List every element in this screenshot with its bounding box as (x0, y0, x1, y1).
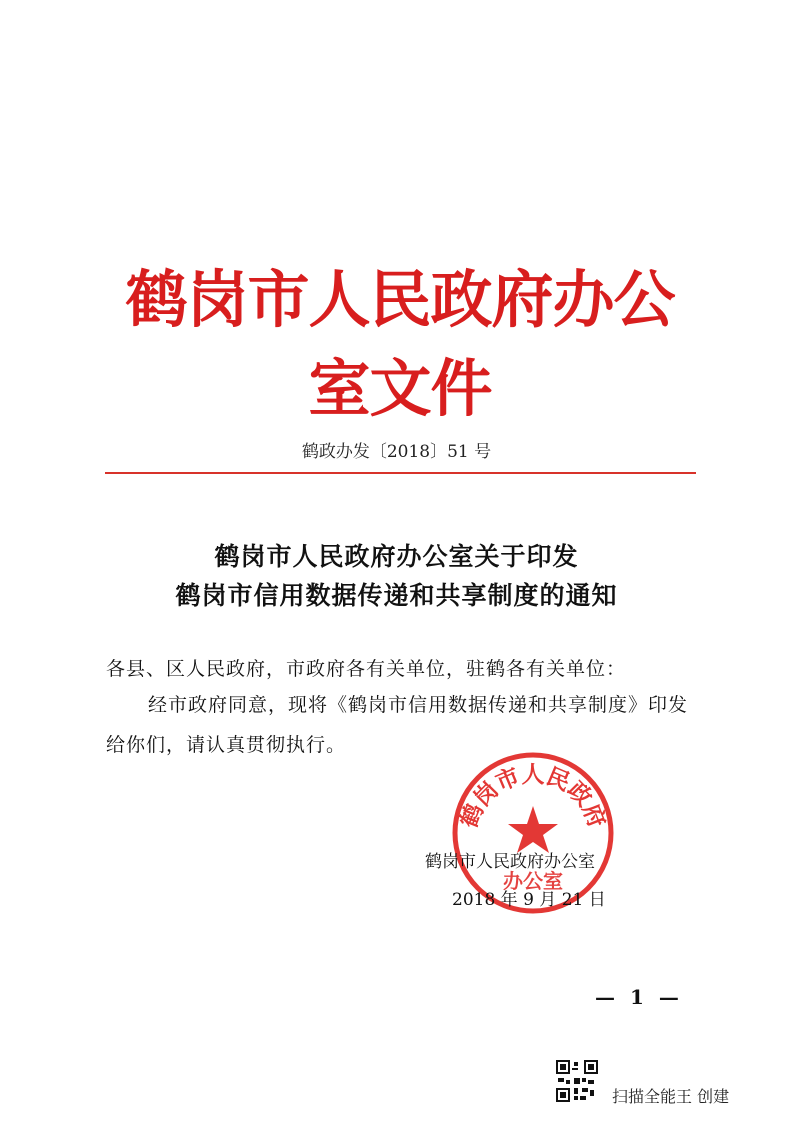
issuer-signature: 鹤岗市人民政府办公室 (425, 852, 595, 872)
scanner-watermark: 扫描全能王 创建 (612, 1087, 730, 1106)
qr-code-icon (556, 1060, 598, 1102)
issue-date: 2018 年 9 月 21 日 (452, 890, 606, 910)
seal-top-text: 鹤岗市人民政府 (455, 761, 611, 832)
page-number: — 1 — (595, 985, 683, 1009)
addressee-line: 各县、区人民政府，市政府各有关单位，驻鹤各有关单位： (106, 658, 627, 680)
document-number: 鹤政办发〔2018〕51 号 (301, 442, 492, 462)
seal-bottom-text: 办公室 (503, 869, 563, 893)
body-paragraph-line-2: 给你们，请认真贯彻执行。 (106, 734, 347, 756)
red-separator-rule (105, 472, 696, 474)
document-red-heading: 鹤岗市人民政府办公室文件 (125, 263, 675, 425)
body-paragraph-line-1: 经市政府同意，现将《鹤岗市信用数据传递和共享制度》印发 (148, 694, 689, 716)
notice-title-line-1: 鹤岗市人民政府办公室关于印发 (214, 542, 579, 571)
notice-title-line-2: 鹤岗市信用数据传递和共享制度的通知 (175, 581, 618, 610)
